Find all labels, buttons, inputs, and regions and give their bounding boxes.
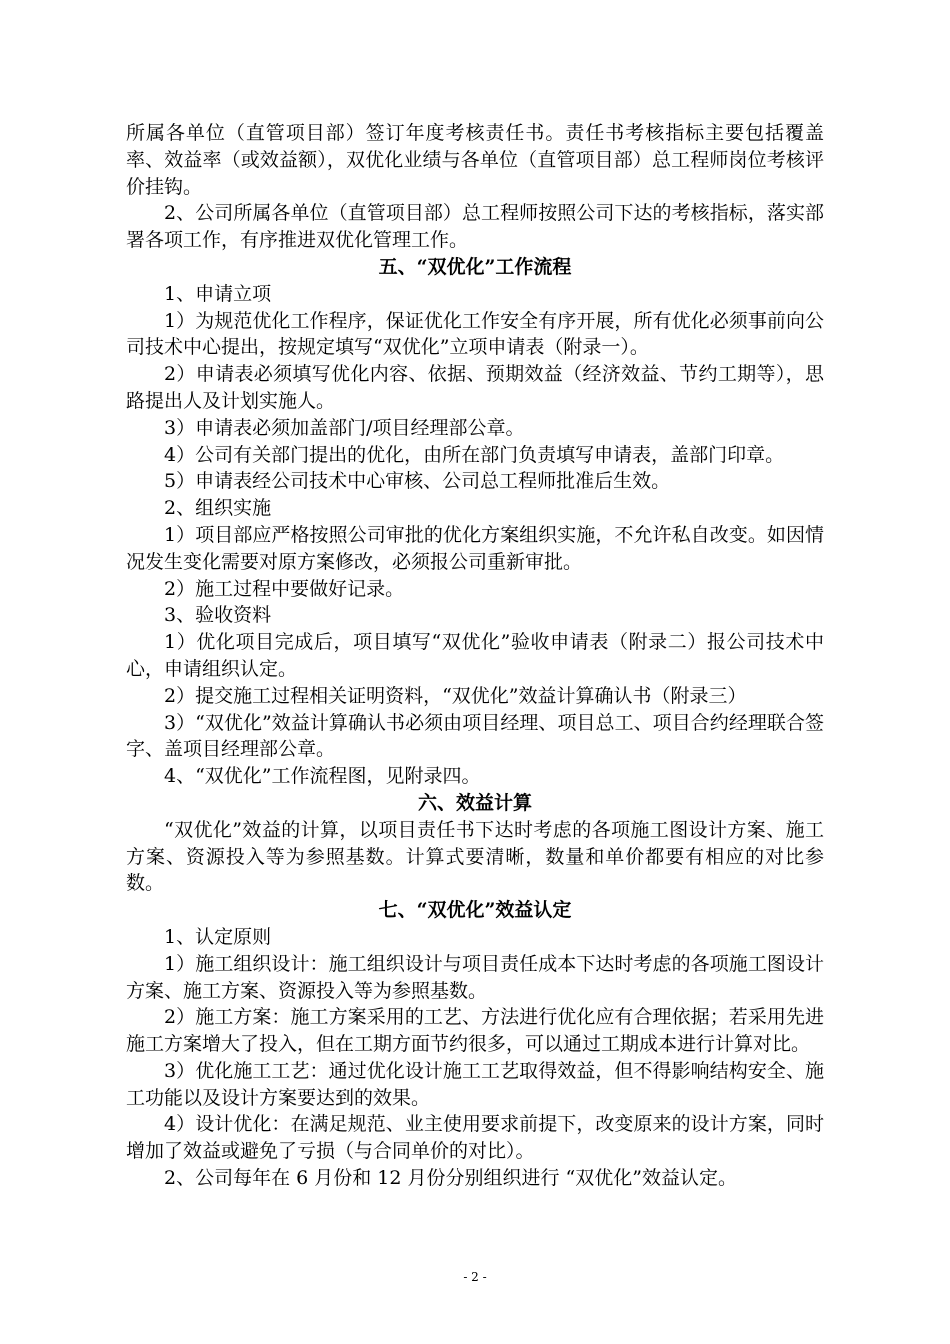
body-paragraph: 2）施工过程中要做好记录。 [164, 577, 405, 600]
section-heading: 七、“双优化”效益认定 [378, 899, 572, 922]
body-paragraph: 2）施工方案：施工方案采用的工艺、方法进行优化应有合理依据；若采用先进施工方案增大了投入，但在工期方面节约很多，可以通过工期成本进行计算对比。 [126, 1006, 824, 1056]
body-paragraph: 3、验收资料 [164, 604, 272, 627]
section-heading: 五、“双优化”工作流程 [378, 255, 572, 278]
body-paragraph: 3）申请表必须加盖部门/项目经理部公章。 [164, 416, 525, 439]
body-paragraph: 2、公司所属各单位（直管项目部）总工程师按照公司下达的考核指标，落实部署各项工作，有序推进双优化管理工作。 [126, 202, 824, 252]
page-number: - 2 - [463, 1270, 487, 1284]
body-paragraph: 4）公司有关部门提出的优化，由所在部门负责填写申请表，盖部门印章。 [164, 443, 785, 466]
body-paragraph: 1）施工组织设计：施工组织设计与项目责任成本下达时考虑的各项施工图设计方案、施工方案、资源投入等为参照基数。 [126, 952, 824, 1002]
body-paragraph: 3）“双优化”效益计算确认书必须由项目经理、项目总工、项目合约经理联合签字、盖项目经理部公章。 [126, 711, 824, 761]
body-paragraph: 3）优化施工工艺：通过优化设计施工工艺取得效益，但不得影响结构安全、施工功能以及设计方案要达到的效果。 [126, 1059, 824, 1109]
body-paragraph: 1、申请立项 [164, 282, 272, 305]
section-heading: 六、效益计算 [417, 791, 532, 814]
body-paragraph: 1）为规范优化工作程序，保证优化工作安全有序开展，所有优化必须事前向公司技术中心提出，按规定填写“双优化”立项申请表（附录一）。 [126, 309, 824, 359]
body-paragraph: 2、组织实施 [164, 497, 272, 520]
body-paragraph: 1）优化项目完成后，项目填写“双优化”验收申请表（附录二）报公司技术中心，申请组织认定。 [126, 631, 824, 680]
body-paragraph: 4）设计优化：在满足规范、业主使用要求前提下，改变原来的设计方案，同时增加了效益或避免了亏损（与合同单价的对比）。 [126, 1113, 824, 1163]
body-paragraph: 1、认定原则 [164, 925, 272, 948]
body-paragraph: 2、公司每年在 6 月份和 12 月份分别组织进行 “双优化”效益认定。 [164, 1167, 737, 1190]
document-body [126, 120, 824, 1192]
body-paragraph: 1）项目部应严格按照公司审批的优化方案组织实施，不允许私自改变。如因情况发生变化需要对原方案修改，必须报公司重新审批。 [126, 523, 824, 573]
body-paragraph: 5）申请表经公司技术中心审核、公司总工程师批准后生效。 [164, 470, 671, 493]
body-paragraph: “双优化”效益的计算，以项目责任书下达时考虑的各项施工图设计方案、施工方案、资源投入等为参照基数。计算式要清晰，数量和单价都要有相应的对比参数。 [126, 818, 824, 895]
body-paragraph: 所属各单位（直管项目部）签订年度考核责任书。责任书考核指标主要包括覆盖率、效益率（或效益额），双优化业绩与各单位（直管项目部）总工程师岗位考核评价挂钩。 [126, 122, 824, 198]
body-paragraph: 2）申请表必须填写优化内容、依据、预期效益（经济效益、节约工期等），思路提出人及计划实施人。 [126, 363, 824, 412]
body-paragraph: 4、“双优化”工作流程图，见附录四。 [164, 765, 481, 788]
body-paragraph: 2）提交施工过程相关证明资料，“双优化”效益计算确认书（附录三） [164, 684, 747, 707]
